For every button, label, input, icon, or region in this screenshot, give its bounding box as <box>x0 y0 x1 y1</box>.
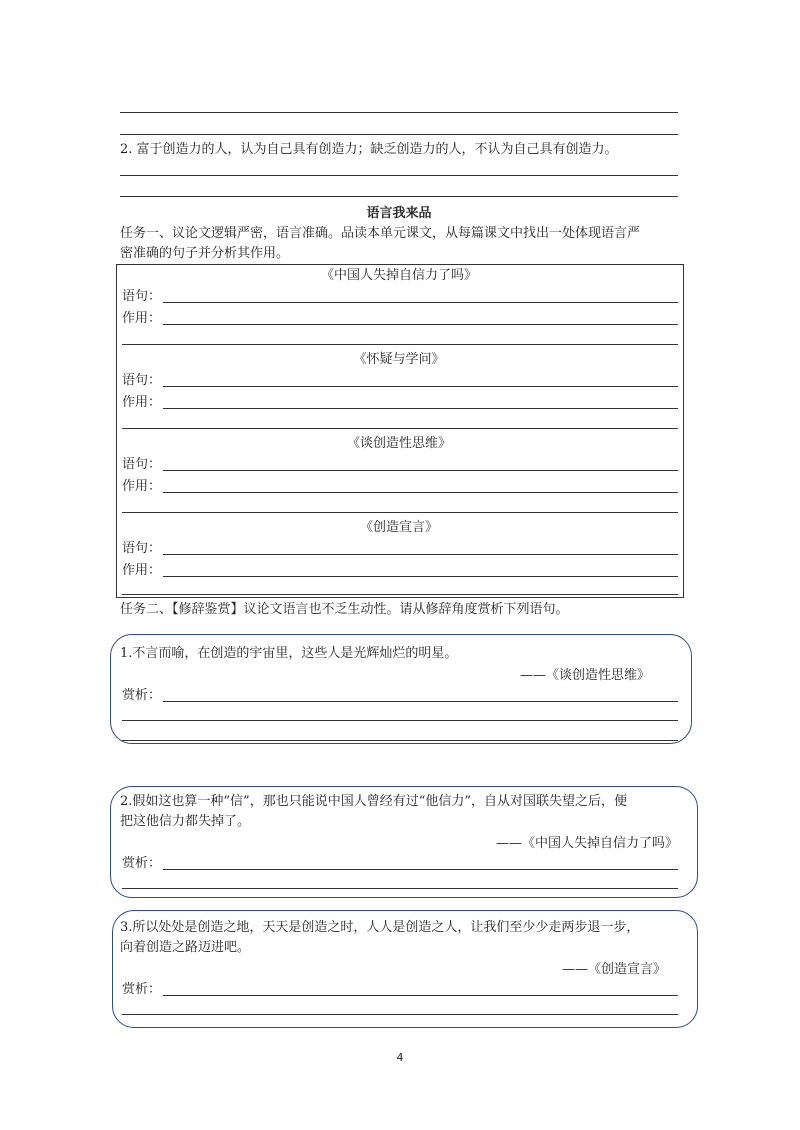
task2-instruction: 任务二、【修辞鉴赏】议论文语言也不乏生动性。请从修辞角度赏析下列语句。 <box>120 602 569 617</box>
answer-line <box>120 175 678 176</box>
item-sentence: 2.假如这也算一种“信”，那也只能说中国人曾经有过“他信力”，自从对国联失望之后，便 <box>120 794 627 809</box>
effect-label: 作用： <box>122 479 162 494</box>
item-sentence: 3.所以处处是创造之地，天天是创造之时，人人是创造之人，让我们至少少走两步退一步， <box>120 920 640 935</box>
answer-line <box>120 134 678 135</box>
section-title: 语言我来品 <box>366 206 432 221</box>
work-title: 《怀疑与学问》 <box>353 352 445 367</box>
answer-line <box>120 112 678 113</box>
analysis-field[interactable] <box>122 854 678 874</box>
sentence-field[interactable] <box>122 539 678 559</box>
effect-field[interactable] <box>122 393 678 413</box>
sentence-label: 语句： <box>122 457 162 472</box>
sentence-label: 语句： <box>122 289 162 304</box>
answer-line[interactable] <box>122 512 678 513</box>
effect-field[interactable] <box>122 477 678 497</box>
answer-line[interactable] <box>122 720 678 721</box>
sentence-label: 语句： <box>122 541 162 556</box>
task1-instruction-line2: 密准确的句子并分析其作用。 <box>120 246 290 261</box>
analysis-label: 赏析： <box>122 856 162 871</box>
analysis-field[interactable] <box>122 980 678 1000</box>
answer-line[interactable] <box>122 344 678 345</box>
answer-line <box>120 196 678 197</box>
answer-line[interactable] <box>122 594 678 595</box>
item-source: ——《中国人失掉自信力了吗》 <box>495 836 678 851</box>
item-sentence-cont: 向着创造之路迈进吧。 <box>120 940 251 955</box>
answer-line[interactable] <box>122 740 678 741</box>
sentence-field[interactable] <box>122 287 678 307</box>
answer-line[interactable] <box>122 888 678 889</box>
item-source: ——《创造宣言》 <box>561 962 666 977</box>
sentence-field[interactable] <box>122 455 678 475</box>
work-title: 《创造宣言》 <box>359 520 438 535</box>
effect-label: 作用： <box>122 563 162 578</box>
analysis-label: 赏析： <box>122 688 162 703</box>
question-2-text: 2. 富于创造力的人，认为自己具有创造力；缺乏创造力的人，不认为自己具有创造力。 <box>120 142 618 157</box>
analysis-field[interactable] <box>122 686 678 706</box>
answer-line[interactable] <box>122 1014 678 1015</box>
work-title: 《谈创造性思维》 <box>346 436 451 451</box>
item-sentence-cont: 把这他信力都失掉了。 <box>120 814 251 829</box>
effect-label: 作用： <box>122 395 162 410</box>
sentence-field[interactable] <box>122 371 678 391</box>
task1-instruction-line1: 任务一、议论文逻辑严密，语言准确。品读本单元课文，从每篇课文中找出一处体现语言严 <box>120 226 641 241</box>
analysis-label: 赏析： <box>122 982 162 997</box>
effect-label: 作用： <box>122 311 162 326</box>
effect-field[interactable] <box>122 309 678 329</box>
effect-field[interactable] <box>122 561 678 581</box>
sentence-label: 语句： <box>122 373 162 388</box>
item-sentence: 1.不言而喻，在创造的宇宙里，这些人是光辉灿烂的明星。 <box>120 646 458 661</box>
page-number: 4 <box>396 1051 404 1064</box>
work-title: 《中国人失掉自信力了吗》 <box>320 268 477 283</box>
item-source: ——《谈创造性思维》 <box>519 668 650 683</box>
answer-line[interactable] <box>122 428 678 429</box>
